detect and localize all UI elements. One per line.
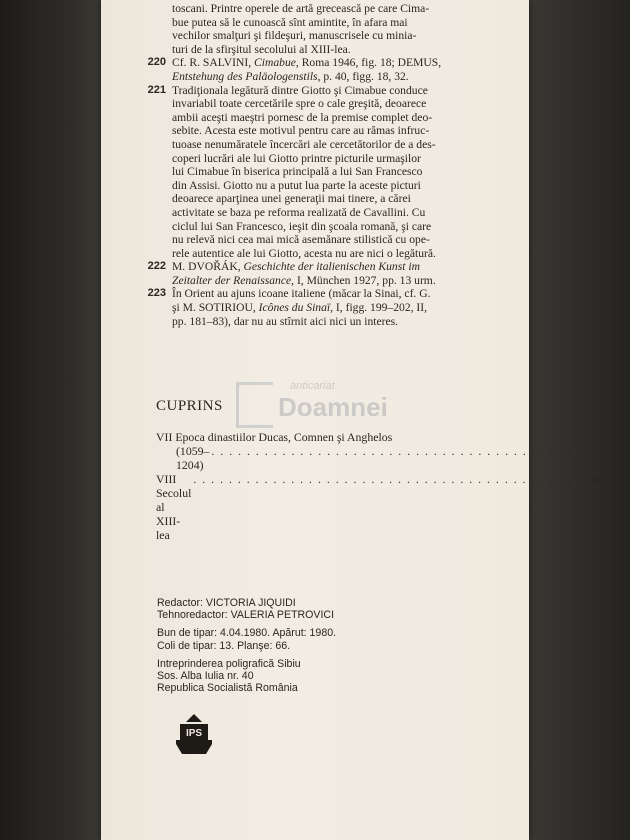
note-text: Cf. R. SALVINI, [172, 56, 255, 70]
colophon-tech-editor: Tehnoredactor: VALERIA PETROVICI [157, 609, 335, 622]
note-line: Tradiţionala legătură dintre Giotto şi Cimabue conduce [172, 83, 428, 97]
toc-entry[interactable] [156, 430, 627, 472]
note-continuation [120, 2, 512, 56]
note-line: turi de la sfirşitul secolului al XIII-lea. [172, 42, 351, 56]
colophon-sheets: Coli de tipar: 13. Planşe: 66. [157, 639, 291, 652]
note-title: Geschichte der italienischen Kunst im [243, 260, 420, 274]
note-line: bue putea să le cunoască sînt amintite, în afara mai [172, 15, 408, 29]
note-number: 221 [147, 83, 166, 96]
note-line: sebite. Acesta este motivul pentru care au rămas infruc- [172, 124, 430, 138]
note-line: ambii aceşti maeştri pornesc de la premise complet deo- [172, 110, 433, 124]
note-text: M. DVOŘÁK, [172, 260, 244, 274]
note-text: , Roma 1946, fig. 18; DEMUS, [295, 56, 442, 70]
book-spine [0, 0, 101, 840]
note-line: din Assisi. Giotto nu a putut lua parte la aceste picturi [172, 178, 421, 192]
colophon [157, 597, 497, 694]
printer-logo-icon [172, 712, 216, 756]
watermark-text: Doamnei [278, 392, 388, 422]
note-line: nu relevă nici cea mai mică asemănare stilistică cu ope- [172, 233, 430, 247]
note-line: vechilor smalţuri şi fildeşuri, manuscrisele cu minia- [172, 29, 417, 43]
note-223 [120, 287, 512, 328]
note-text: , I, figg. 199–202, II, [330, 301, 428, 315]
note-line: pp. 181–83), dar nu au stîrnit aici nici un interes. [172, 314, 399, 328]
colophon-print-date: Bun de tipar: 4.04.1980. Apărut: 1980. [157, 627, 337, 640]
table-of-contents [156, 430, 627, 542]
note-number: 222 [147, 260, 166, 273]
toc-leader-dots: . . . . . . . . . . . . . . . . . . . . . . . . . . . . . . . . . . . . . . . . . . . . [193, 472, 581, 486]
colophon-address: Sos. Alba Iulia nr. 40 [157, 670, 254, 683]
note-line: În Orient au ajuns icoane italiene (măcar la Sinai, cf. G. [172, 287, 431, 301]
note-221 [120, 84, 512, 261]
watermark-small-text: anticariat [290, 380, 335, 392]
note-title: Zeitalter der Renaissance [172, 273, 292, 287]
note-line: lui Cimabue în biserica principală a lui San Francesco [172, 165, 423, 179]
note-line: rele autentice ale lui Giotto, acesta nu are nici o legătură. [172, 246, 436, 260]
footnotes [120, 2, 512, 328]
toc-page-number: 167 [590, 472, 609, 486]
colophon-printer: Intreprinderea poligrafică Sibiu [157, 657, 301, 670]
book-edge [529, 0, 630, 840]
note-number: 220 [147, 56, 166, 69]
note-text: şi M. SOTIRIOU, [172, 301, 259, 315]
note-number: 223 [147, 287, 166, 300]
note-title: Entstehung des Paläologenstils [172, 69, 318, 83]
note-text: , p. 40, figg. 18, 32. [317, 69, 409, 83]
note-line: tuoase nenumăratele încercări ale cercetătorilor de a des- [172, 137, 436, 151]
note-text: , I, München 1927, pp. 13 urm. [291, 273, 436, 287]
note-line: deoarece aparţinea unei generaţii mai tinere, a cărei [172, 192, 411, 206]
colophon-country: Republica Socialistă România [157, 682, 298, 695]
note-line: toscani. Printre operele de artă grecească pe care Cima- [172, 2, 430, 15]
note-line: ciclul lui San Francesco, ieşit din şcoala romană, şi care [172, 219, 432, 233]
toc-entry-title: VII Epoca dinastiilor Ducas, Comnen şi Anghelos [156, 430, 393, 444]
colophon-editor: Redactor: VICTORIA JIQUIDI [157, 597, 296, 609]
note-title: Cimabue [254, 56, 296, 70]
toc-title: CUPRINS [156, 398, 223, 414]
note-title: Icônes du Sinaï [258, 301, 331, 315]
note-line: coperi lucrări ale lui Giotto printre picturile urmaşilor [172, 151, 421, 165]
toc-page-number: 5 [620, 444, 627, 458]
note-line: activitate se baza pe reforma realizată de Cavallini. Cu [172, 205, 426, 219]
toc-entry-subtitle: (1059–1204) [176, 444, 210, 472]
toc-leader-dots: . . . . . . . . . . . . . . . . . . . . . . . . . . . . . . . . . . . . . . . . . . . . [211, 444, 599, 458]
note-220 [120, 56, 512, 83]
logo-text: IPS [185, 728, 203, 739]
note-line: invariabil toate cercetările spre o cale greşită, deoarece [172, 97, 427, 111]
toc-entry-title: VIII Secolul al XIII-lea [156, 472, 192, 542]
toc-entry[interactable] [156, 472, 609, 542]
note-222 [120, 260, 512, 287]
